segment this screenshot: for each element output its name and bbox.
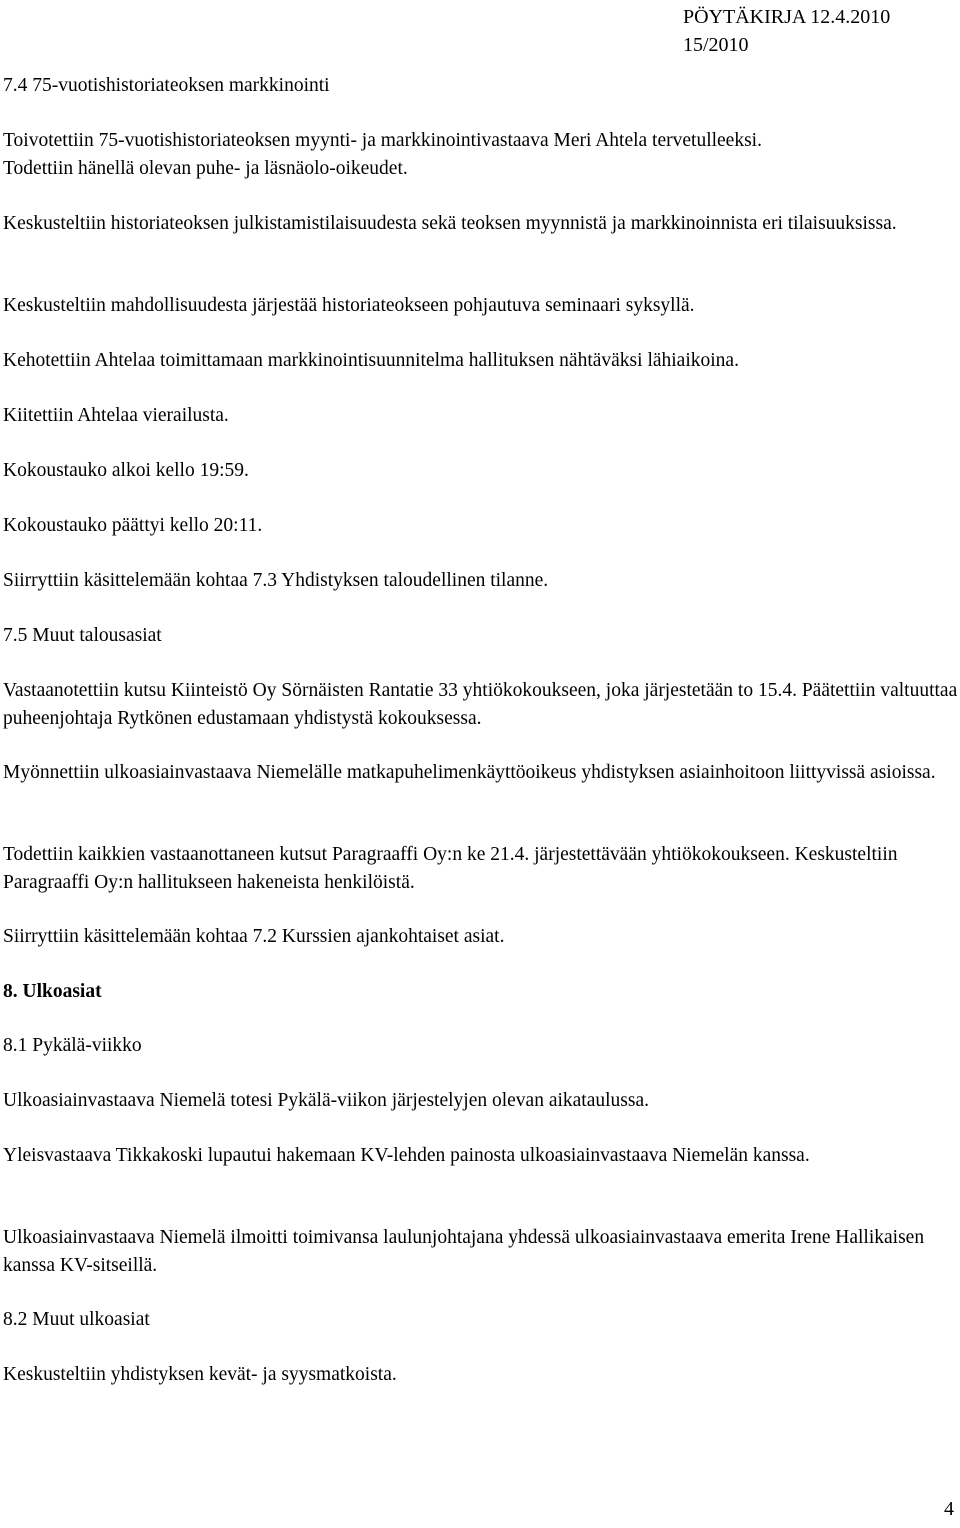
document-header [683, 3, 890, 59]
section-8-2-heading: 8.2 Muut ulkoasiat [3, 1309, 150, 1330]
section-7-4-paragraph-break-start: Kokoustauko alkoi kello 19:59. [3, 460, 249, 481]
section-8-1-paragraph-kv-lehti: Yleisvastaava Tikkakoski lupautui hakemaan KV-lehden painosta ulkoasiainvastaava Niemelän kanssa. [3, 1145, 810, 1166]
section-8-1-paragraph-song-leader: Ulkoasiainvastaava Niemelä ilmoitti toimivansa laulunjohtajana yhdessä ulkoasiainvastaava emerita Irene Hallikaisen kanssa KV-sitseillä. [3, 1227, 925, 1276]
section-7-4-paragraph-seminar: Keskusteltiin mahdollisuudesta järjestää historiateokseen pohjautuva seminaari syksyllä. [3, 295, 695, 316]
section-7-5-paragraph-phone: Myönnettiin ulkoasiainvastaava Niemelälle matkapuhelimenkäyttöoikeus yhdistyksen asiainhoitoon liittyvissä asioissa. [3, 762, 936, 783]
section-7-5-paragraph-invitation: Vastaanotettiin kutsu Kiinteistö Oy Sörnäisten Rantatie 33 yhtiökokoukseen, joka järjestetään to 15.4. Päätettiin valtuuttaa puheenjohtaja Rytkönen edustamaan yhdistystä kokouksessa. [3, 680, 958, 729]
section-8-heading: 8. Ulkoasiat [3, 981, 102, 1002]
header-title: PÖYTÄKIRJA 12.4.2010 [683, 6, 891, 28]
section-7-5-paragraph-paragraaffi: Todettiin kaikkien vastaanottaneen kutsut Paragraaffi Oy:n ke 21.4. järjestettävään yhtiökokoukseen. Keskusteltiin Paragraaffi Oy:n hallitukseen hakeneista henkilöistä. [3, 844, 898, 893]
paragraph-line: Toivotettiin 75-vuotishistoriateoksen myynti- ja markkinointivastaava Meri Ahtela tervetulleeksi. [3, 130, 762, 151]
section-7-4-paragraph-welcome [3, 127, 958, 182]
section-7-4-paragraph-break-end: Kokoustauko päättyi kello 20:11. [3, 515, 263, 536]
section-7-4-paragraph-thanks: Kiitettiin Ahtelaa vierailusta. [3, 405, 229, 426]
paragraph-line: Todettiin hänellä olevan puhe- ja läsnäolo-oikeudet. [3, 157, 408, 179]
section-8-1-paragraph-schedule: Ulkoasiainvastaava Niemelä totesi Pykälä-viikon järjestelyjen olevan aikataulussa. [3, 1090, 650, 1111]
page-number: 4 [944, 1498, 954, 1520]
section-8-1-heading: 8.1 Pykälä-viikko [3, 1035, 142, 1056]
section-7-5-paragraph-next-item: Siirryttiin käsittelemään kohtaa 7.2 Kurssien ajankohtaiset asiat. [3, 926, 505, 947]
section-7-5-heading: 7.5 Muut talousasiat [3, 625, 162, 646]
section-7-4-heading: 7.4 75-vuotishistoriateoksen markkinointi [3, 75, 330, 96]
section-7-4-paragraph-launch: Keskusteltiin historiateoksen julkistamistilaisuudesta sekä teoksen myynnistä ja markkinoinnista eri tilaisuuksissa. [3, 213, 897, 234]
section-8-2-paragraph-trips: Keskusteltiin yhdistyksen kevät- ja syysmatkoista. [3, 1364, 397, 1385]
section-7-4-paragraph-marketing-plan: Kehotettiin Ahtelaa toimittamaan markkinointisuunnitelma hallituksen nähtäväksi lähiaikoina. [3, 350, 739, 371]
header-number: 15/2010 [683, 34, 749, 56]
section-7-4-paragraph-next-item: Siirryttiin käsittelemään kohtaa 7.3 Yhdistyksen taloudellinen tilanne. [3, 570, 549, 591]
